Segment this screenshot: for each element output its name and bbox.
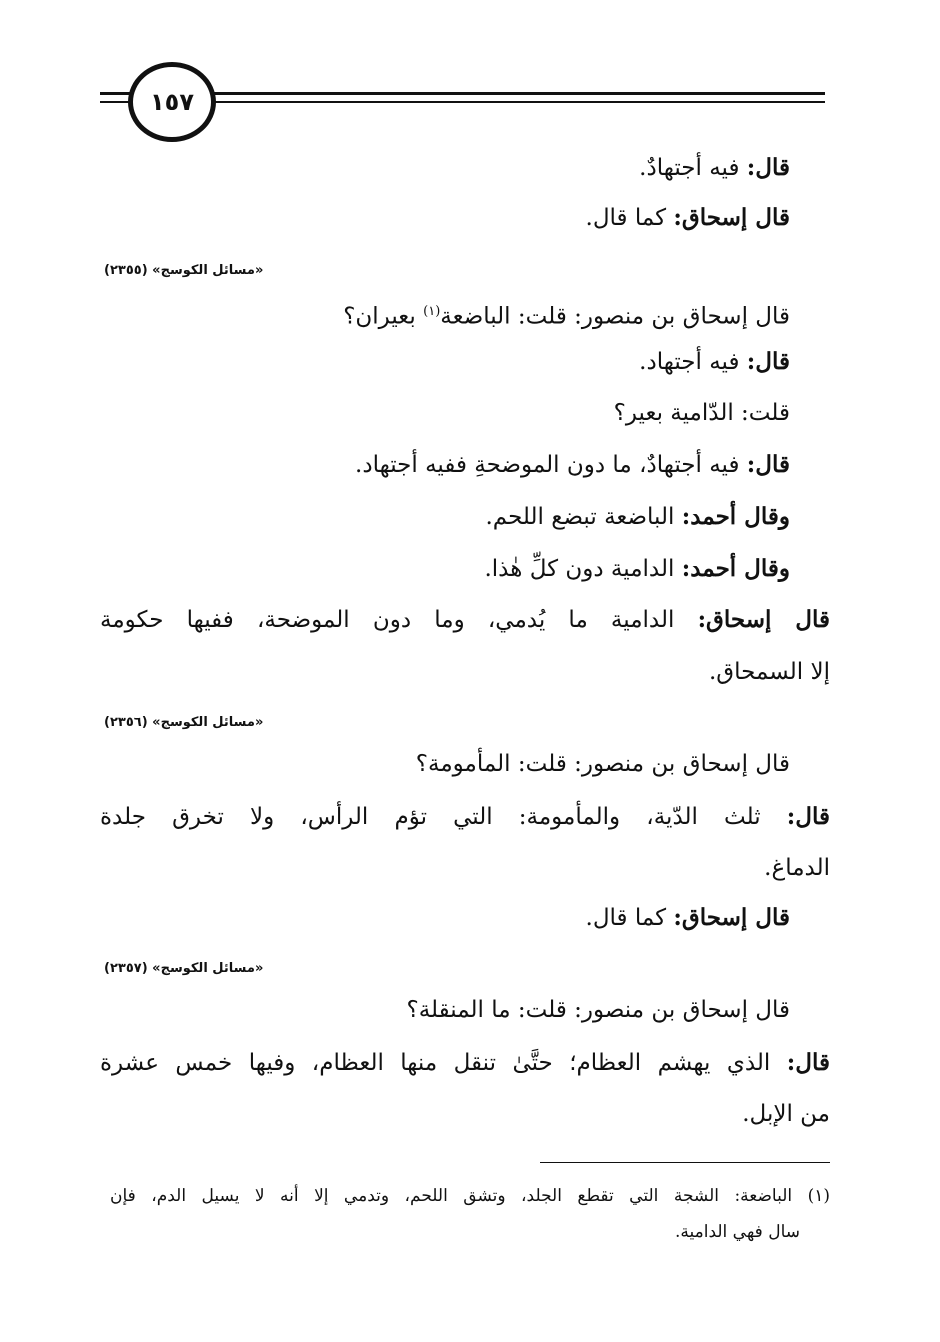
line-text: ثلث الدّية، والمأمومة: التي تؤم الرأس، ولا تخرق جلدة bbox=[100, 804, 787, 830]
text-line bbox=[100, 797, 830, 837]
line-text: بعيران؟ bbox=[343, 303, 424, 330]
line-text: إلا السمحاق. bbox=[708, 659, 830, 685]
page-number-badge bbox=[128, 62, 216, 142]
text-line bbox=[100, 898, 790, 938]
source-reference: «مسائل الكوسج» (٢٣٥٧) bbox=[104, 961, 264, 976]
line-text: قال إسحاق بن منصور: قلت: الباضعة bbox=[440, 303, 790, 330]
text-line bbox=[100, 744, 790, 784]
speaker: قال: bbox=[786, 803, 830, 830]
line-text: فيه أجتهاد. bbox=[639, 349, 747, 375]
line-text: فيه أجتهادٌ، ما دون الموضحةِ ففيه أجتهاد. bbox=[355, 452, 747, 478]
line-text: الدماغ. bbox=[764, 855, 830, 881]
speaker: قال: bbox=[746, 451, 790, 478]
line-text: من الإبل. bbox=[742, 1101, 830, 1127]
text-line bbox=[100, 990, 790, 1030]
line-text: الدامية ما يُدمي، وما دون الموضحة، ففيها حكومة bbox=[100, 607, 698, 633]
text-line bbox=[100, 198, 790, 238]
footnote-line: سال فهي الدامية. bbox=[674, 1222, 800, 1242]
line-text: الدامية دون كلِّ هٰذا. bbox=[484, 556, 682, 582]
line-text: قال إسحاق بن منصور: قلت: ما المنقلة؟ bbox=[406, 997, 790, 1023]
line-text: كما قال. bbox=[585, 205, 674, 231]
speaker: قال: bbox=[746, 348, 790, 375]
line-text: قال إسحاق بن منصور: قلت: المأمومة؟ bbox=[415, 751, 790, 777]
line-text: الباضعة تبضع اللحم. bbox=[485, 504, 682, 530]
line-text: قلت: الدّامية بعير؟ bbox=[613, 400, 790, 426]
line-text: الذي يهشم العظام؛ حتَّىٰ تنقل منها العظام، وفيها خمس عشرة bbox=[100, 1050, 787, 1076]
page-number: ١٥٧ bbox=[150, 88, 194, 116]
text-line bbox=[100, 600, 830, 640]
footnote-marker: (١) bbox=[423, 304, 441, 319]
text-line bbox=[100, 549, 790, 589]
source-reference: «مسائل الكوسج» (٢٣٥٦) bbox=[104, 715, 264, 730]
text-line bbox=[100, 1094, 830, 1134]
text-line bbox=[100, 148, 790, 188]
line-text: فيه أجتهادٌ. bbox=[639, 155, 747, 181]
footnote-line: (١) الباضعة: الشجة التي تقطع الجلد، وتشق اللحم، وتدمي إلا أنه لا يسيل الدم، فإن bbox=[110, 1186, 830, 1206]
text-line bbox=[100, 848, 830, 888]
text-line bbox=[100, 652, 830, 692]
speaker: قال إسحاق: bbox=[697, 606, 830, 633]
speaker: قال إسحاق: bbox=[673, 904, 790, 931]
speaker: قال إسحاق: bbox=[673, 204, 790, 231]
text-line bbox=[100, 445, 790, 485]
speaker: وقال أحمد: bbox=[681, 555, 790, 582]
text-line bbox=[100, 1043, 830, 1083]
text-line bbox=[100, 342, 790, 382]
speaker: قال: bbox=[786, 1049, 830, 1076]
source-reference: «مسائل الكوسج» (٢٣٥٥) bbox=[104, 263, 264, 278]
text-line bbox=[100, 497, 790, 537]
speaker: قال: bbox=[746, 154, 790, 181]
speaker: وقال أحمد: bbox=[681, 503, 790, 530]
line-text: كما قال. bbox=[585, 905, 674, 931]
text-line bbox=[100, 292, 790, 337]
text-line bbox=[100, 393, 790, 433]
footnote-rule bbox=[540, 1162, 830, 1163]
